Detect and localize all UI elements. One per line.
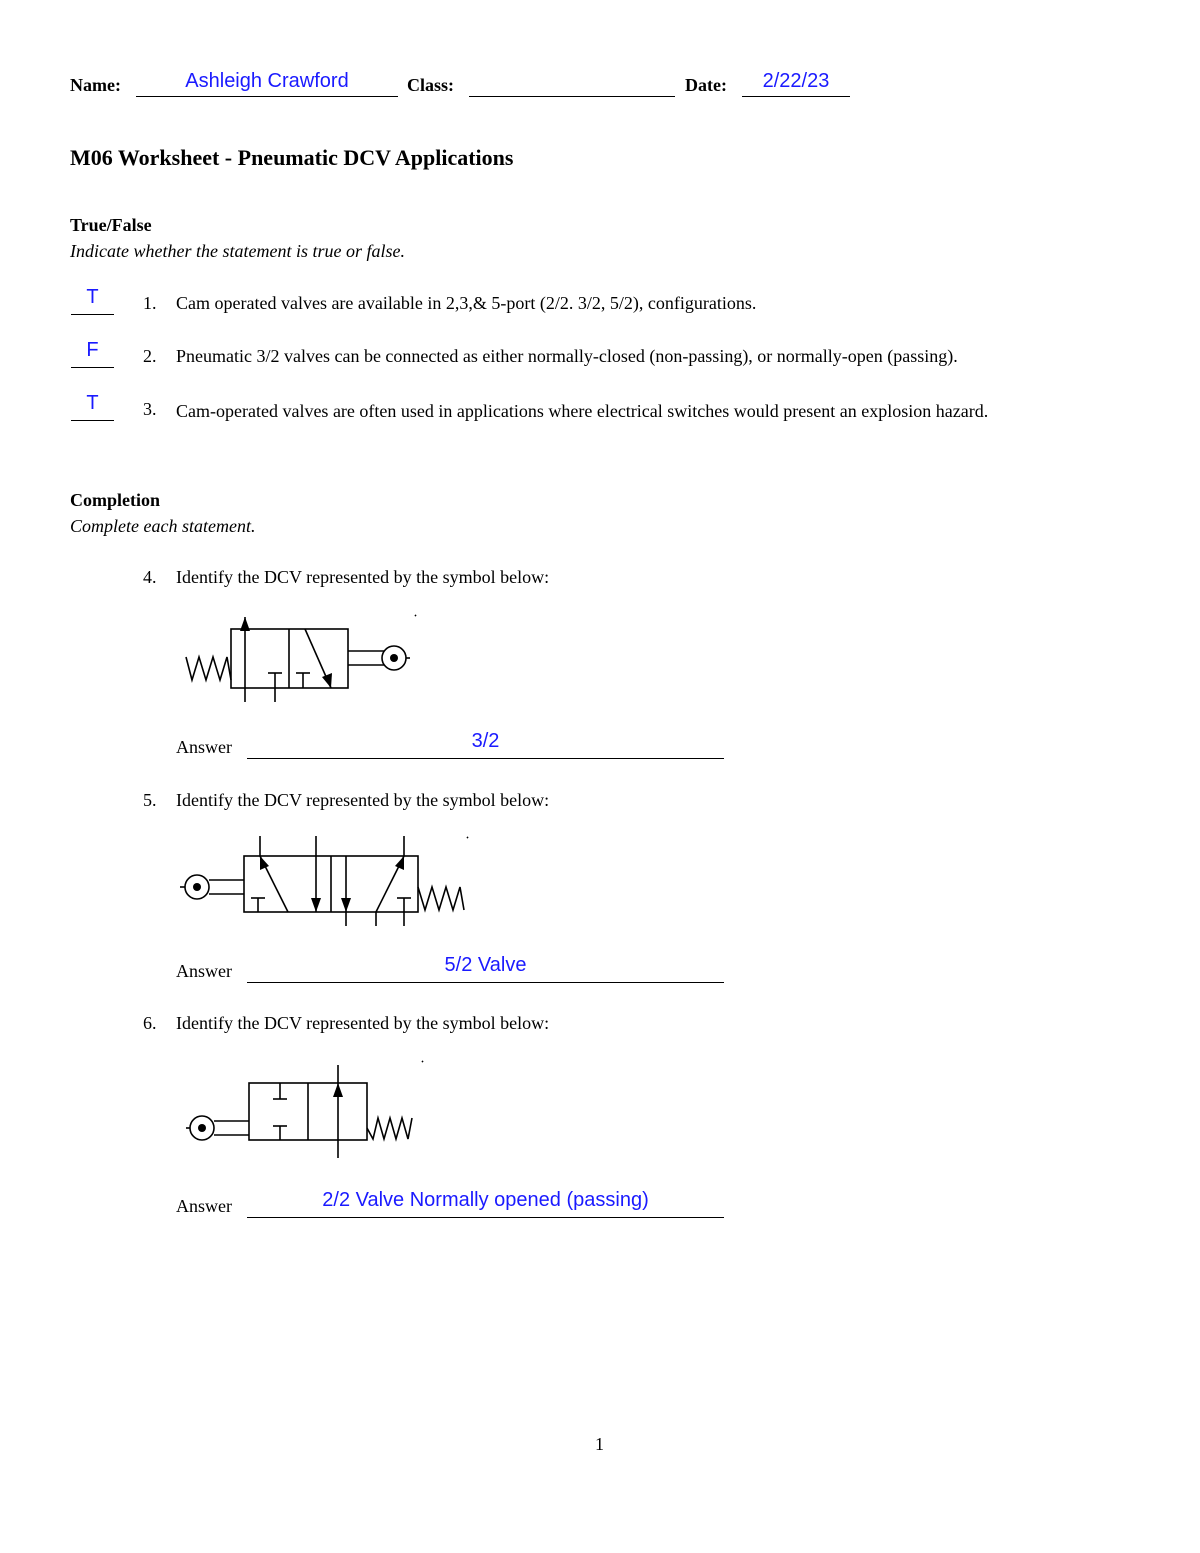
date-value: 2/22/23 [762,70,830,92]
tf-statement-1: Cam operated valves are available in 2,3,& 5-port (2/2. 3/2, 5/2), configurations. [176,293,757,313]
tf-number-1: 1. [143,293,157,313]
completion-heading: Completion [70,490,160,510]
q6-answer-label: Answer [176,1196,232,1216]
tf-answer-field-3[interactable] [71,392,114,421]
q5-answer: 5/2 Valve [444,954,527,976]
tf-answer-2: F [86,339,99,361]
tf-answer-1: T [86,286,99,308]
q6-number: 6. [143,1013,157,1033]
q4-number: 4. [143,567,157,587]
q5-answer-label: Answer [176,961,232,981]
q6-answer: 2/2 Valve Normally opened (passing) [322,1189,649,1211]
q5-prompt: Identify the DCV represented by the symbol below: [176,790,550,810]
q4-answer: 3/2 [471,730,500,752]
tf-statement-3: Cam-operated valves are often used in applications where electrical switches would present an explosion hazard. [176,401,989,421]
q5-number: 5. [143,790,157,810]
page-title: M06 Worksheet - Pneumatic DCV Applications [70,145,514,170]
true-false-heading: True/False [70,215,152,235]
tf-number-2: 2. [143,346,157,366]
date-field[interactable] [742,72,850,97]
name-value: Ashleigh Crawford [185,70,349,92]
page-number: 1 [595,1434,604,1454]
true-false-instruction: Indicate whether the statement is true or false. [70,241,405,261]
q6-answer-field[interactable] [247,1191,724,1218]
tf-statement-2: Pneumatic 3/2 valves can be connected as either normally-closed (non-passing), or normally-open (passing). [176,346,958,366]
q4-answer-label: Answer [176,737,232,757]
tf-answer-field-1[interactable] [71,286,114,315]
valve-5-2-symbol [175,830,495,930]
q6-prompt: Identify the DCV represented by the symbol below: [176,1013,550,1033]
tf-answer-field-2[interactable] [71,339,114,368]
completion-instruction: Complete each statement. [70,516,256,536]
tf-answer-3: T [86,392,99,414]
name-field[interactable] [136,72,398,97]
class-label: Class: [407,75,455,95]
q4-prompt: Identify the DCV represented by the symbol below: [176,567,550,587]
tf-number-3: 3. [143,399,157,419]
name-label: Name: [70,75,121,95]
q4-answer-field[interactable] [247,732,724,759]
valve-2-2-symbol [180,1055,440,1165]
q5-answer-field[interactable] [247,956,724,983]
date-label: Date: [685,75,727,95]
class-field[interactable] [469,72,675,97]
valve-3-2-symbol [180,605,480,705]
